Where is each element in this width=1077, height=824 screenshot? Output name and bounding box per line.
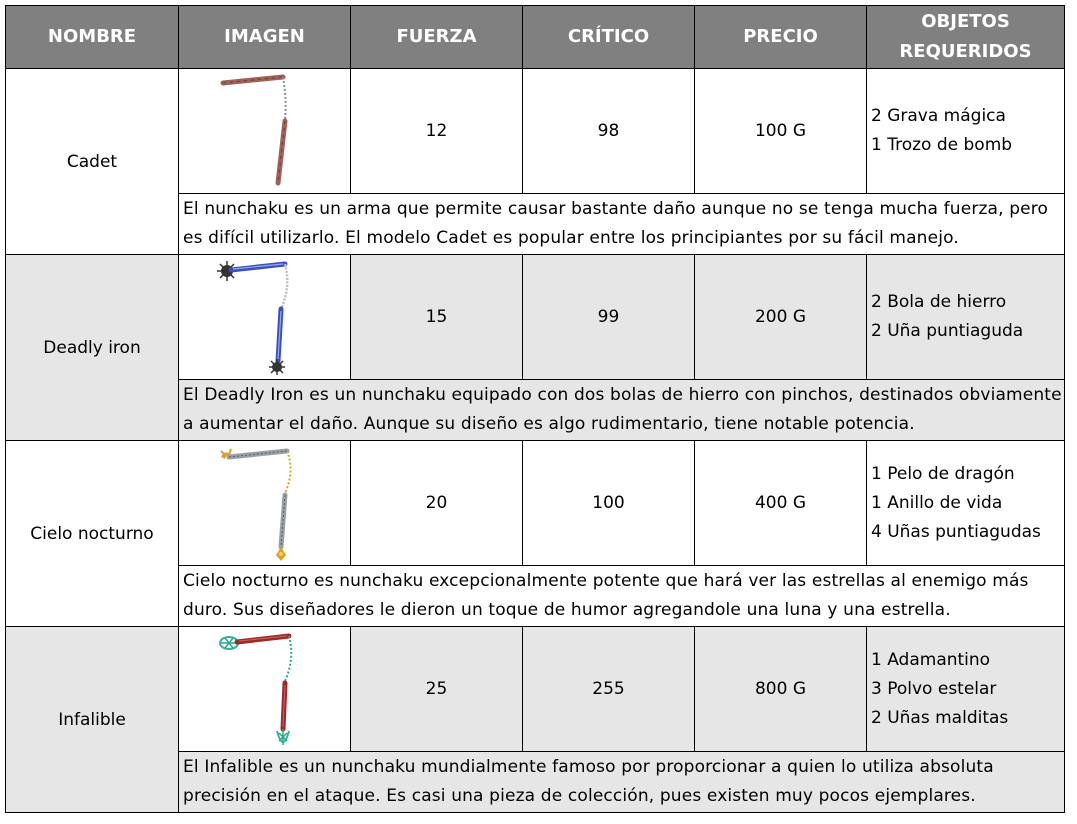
item-description: Cielo nocturno es nunchaku excepcionalmente potente que hará ver las estrellas al enemigo más duro. Sus diseñadores le dieron un toque de humor agregandole una luna y una estrella. xyxy=(179,566,1065,627)
required-item: 4 Uñas puntiagudas xyxy=(871,521,1041,542)
table-row xyxy=(6,627,1065,752)
required-item: 2 Uña puntiaguda xyxy=(871,321,1024,341)
item-critical: 255 xyxy=(523,627,695,752)
header-strength: FUERZA xyxy=(351,6,523,69)
item-description: El Deadly Iron es un nunchaku equipado con dos bolas de hierro con pinchos, destinados obviamente a aumentar el daño. Aunque su diseño es algo rudimentario, tiene notable potencia. xyxy=(179,380,1065,441)
item-strength: 20 xyxy=(351,441,523,566)
header-critical: CRÍTICO xyxy=(523,6,695,69)
item-strength: 15 xyxy=(351,255,523,380)
item-strength: 25 xyxy=(351,627,523,752)
header-row xyxy=(6,6,1065,69)
header-image: IMAGEN xyxy=(179,6,351,69)
required-item: 2 Bola de hierro xyxy=(871,292,1007,312)
item-image-cell xyxy=(179,627,351,752)
item-price: 200 G xyxy=(695,255,867,380)
item-critical: 98 xyxy=(523,69,695,194)
item-name: Cielo nocturno xyxy=(6,441,179,627)
item-price: 800 G xyxy=(695,627,867,752)
nunchaku-deadly-iron-icon xyxy=(215,257,315,377)
header-required xyxy=(867,6,1065,69)
required-item: 2 Grava mágica xyxy=(871,106,1006,126)
table-row xyxy=(6,255,1065,380)
item-required xyxy=(867,69,1065,194)
item-description: El Infalible es un nunchaku mundialmente famoso por proporcionar a quien lo utiliza absoluta precisión en el ataque. Es casi una pieza de colección, pues existen muy pocos ejemplares. xyxy=(179,752,1065,813)
item-name: Cadet xyxy=(6,69,179,255)
item-required xyxy=(867,441,1065,566)
item-required xyxy=(867,627,1065,752)
item-image-cell xyxy=(179,441,351,566)
item-critical: 100 xyxy=(523,441,695,566)
nunchaku-table xyxy=(5,5,1065,813)
header-price: PRECIO xyxy=(695,6,867,69)
item-name: Deadly iron xyxy=(6,255,179,441)
required-item: 1 Adamantino xyxy=(871,649,991,670)
item-strength: 12 xyxy=(351,69,523,194)
item-image-cell xyxy=(179,69,351,194)
item-image-cell xyxy=(179,255,351,380)
header-name: NOMBRE xyxy=(6,6,179,69)
item-critical: 99 xyxy=(523,255,695,380)
table-row xyxy=(6,69,1065,194)
table-row xyxy=(6,441,1065,566)
nunchaku-cielo-nocturno-icon xyxy=(215,443,315,563)
item-description: El nunchaku es un arma que permite causar bastante daño aunque no se tenga mucha fuerza, pero es difícil utilizarlo. El modelo Cadet es popular entre los principiantes por su fácil manejo. xyxy=(179,194,1065,255)
header-required-line1: OBJETOS xyxy=(921,11,1010,32)
item-required xyxy=(867,255,1065,380)
required-item: 3 Polvo estelar xyxy=(871,678,997,699)
item-price: 100 G xyxy=(695,69,867,194)
header-required-line2: REQUERIDOS xyxy=(899,41,1032,62)
nunchaku-infalible-icon xyxy=(215,629,315,749)
required-item: 1 Trozo de bomb xyxy=(871,135,1013,155)
item-price: 400 G xyxy=(695,441,867,566)
weapons-table-wrapper xyxy=(5,5,1065,813)
item-name: Infalible xyxy=(6,627,179,813)
nunchaku-cadet-icon xyxy=(215,71,315,191)
required-item: 1 Anillo de vida xyxy=(871,492,1003,513)
required-item: 1 Pelo de dragón xyxy=(871,463,1015,484)
required-item: 2 Uñas malditas xyxy=(871,707,1009,728)
